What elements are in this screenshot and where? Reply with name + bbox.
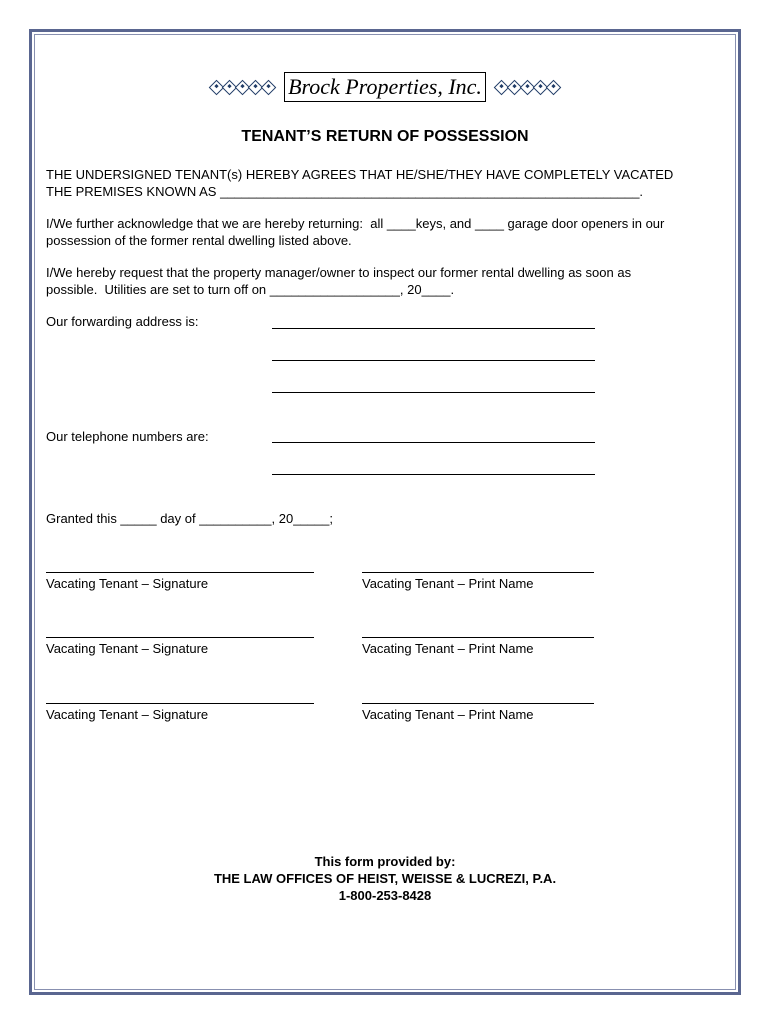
- letterhead: [0, 70, 770, 104]
- diamond-icon: [546, 79, 562, 95]
- premises-statement-line-1: THE UNDERSIGNED TENANT(s) HEREBY AGREES THAT HE/SHE/THEY HAVE COMPLETELY VACATED: [46, 167, 674, 182]
- company-name: Brock Properties, Inc.: [284, 72, 486, 102]
- diamond-ornament-left: [211, 82, 274, 93]
- print-name-line[interactable]: [362, 703, 594, 704]
- diamond-icon: [261, 79, 277, 95]
- telephone-label: Our telephone numbers are:: [46, 429, 209, 444]
- footer-phone: 1-800-253-8428: [338, 888, 432, 903]
- print-name-label: Vacating Tenant – Print Name: [362, 707, 534, 722]
- footer-law-office: THE LAW OFFICES OF HEIST, WEISSE & LUCREZI, P.A.: [213, 871, 557, 886]
- document-title: TENANT’S RETURN OF POSSESSION: [241, 128, 529, 145]
- print-name-line[interactable]: [362, 637, 594, 638]
- diamond-ornament-right: [496, 82, 559, 93]
- signature-line[interactable]: [46, 703, 314, 704]
- print-name-line[interactable]: [362, 572, 594, 573]
- granted-date-line: Granted this _____ day of __________, 20_____;: [46, 511, 333, 526]
- forwarding-address-line-3[interactable]: [272, 392, 595, 393]
- telephone-line-2[interactable]: [272, 474, 595, 475]
- keys-statement-line-2: possession of the former rental dwelling listed above.: [46, 233, 352, 248]
- keys-statement-line-1: I/We further acknowledge that we are hereby returning: all ____keys, and ____ garage door openers in our: [46, 216, 665, 231]
- forwarding-address-line-2[interactable]: [272, 360, 595, 361]
- telephone-line-1[interactable]: [272, 442, 595, 443]
- forwarding-address-label: Our forwarding address is:: [46, 314, 199, 329]
- signature-line[interactable]: [46, 637, 314, 638]
- premises-statement-line-2: THE PREMISES KNOWN AS __________________________________________________________.: [46, 184, 644, 199]
- signature-label: Vacating Tenant – Signature: [46, 707, 209, 722]
- inspection-request-line-2: possible. Utilities are set to turn off on __________________, 20____.: [46, 282, 455, 297]
- signature-label: Vacating Tenant – Signature: [46, 576, 209, 591]
- print-name-label: Vacating Tenant – Print Name: [362, 641, 534, 656]
- footer-provided-by: This form provided by:: [314, 854, 456, 869]
- signature-label: Vacating Tenant – Signature: [46, 641, 209, 656]
- inspection-request-line-1: I/We hereby request that the property manager/owner to inspect our former rental dwelling as soon as: [46, 265, 632, 280]
- forwarding-address-line-1[interactable]: [272, 328, 595, 329]
- signature-line[interactable]: [46, 572, 314, 573]
- print-name-label: Vacating Tenant – Print Name: [362, 576, 534, 591]
